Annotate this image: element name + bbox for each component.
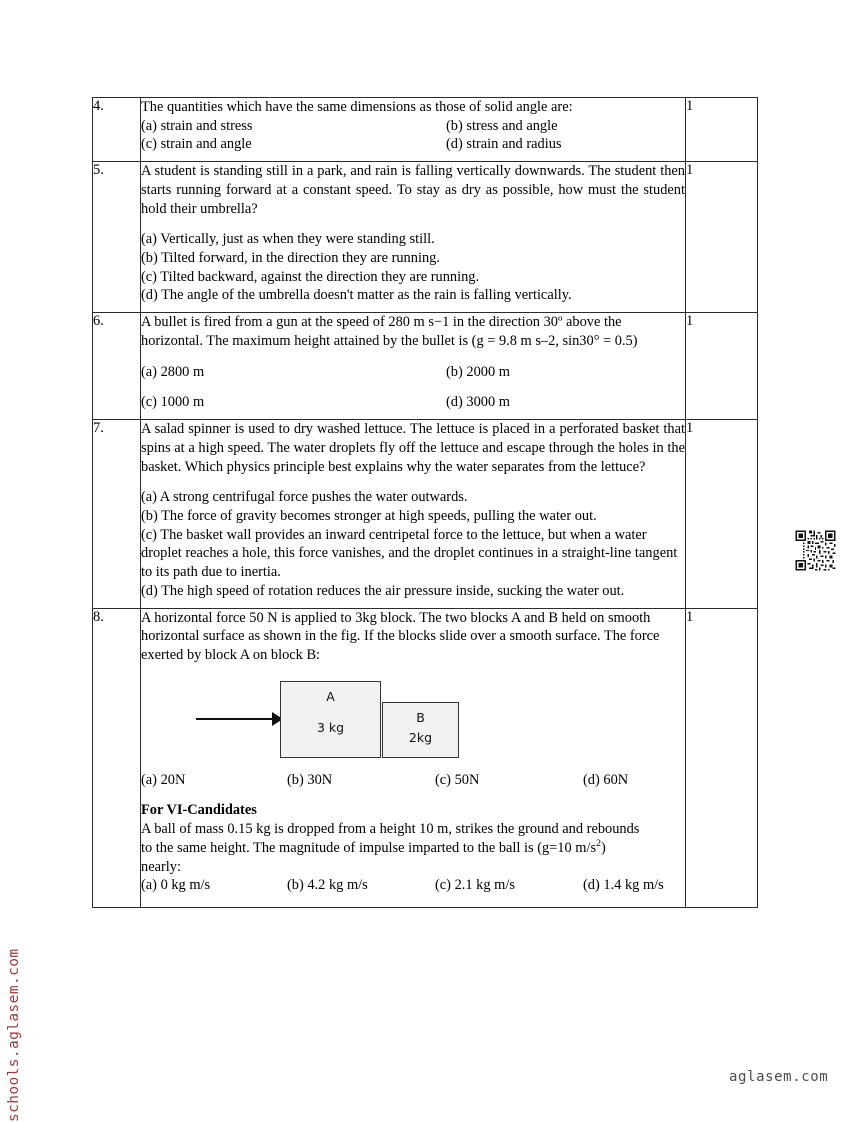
option-c[interactable]: (c) 50N <box>435 771 480 788</box>
vi-option-c[interactable]: (c) 2.1 kg m/s <box>435 877 515 894</box>
option-b[interactable]: (b) 2000 m <box>446 363 510 380</box>
question-marks: 1 <box>686 162 758 313</box>
block-b-label: B <box>416 709 425 725</box>
question-marks: 1 <box>686 313 758 420</box>
table-row <box>93 420 758 608</box>
option-a[interactable]: (a) 20N <box>141 771 186 788</box>
vi-stem-line-2-pre: to the same height. The magnitude of impulse imparted to the ball is (g=10 m/s <box>141 839 597 856</box>
option-d[interactable]: (d) strain and radius <box>446 136 562 153</box>
question-marks: 1 <box>686 420 758 608</box>
question-stem: A student is standing still in a park, and rain is falling vertically downwards. The student then starts running forward at a constant speed. To stay as dry as possible, how must the student hold their umbrella? <box>141 163 685 217</box>
question-number: 6. <box>93 313 141 420</box>
option-b[interactable]: (b) The force of gravity becomes stronger at high speeds, pulling the water out. <box>141 507 597 524</box>
option-d[interactable]: (d) 3000 m <box>446 394 510 411</box>
vi-stem-line-3: nearly: <box>141 858 181 875</box>
vi-option-b[interactable]: (b) 4.2 kg m/s <box>287 877 368 894</box>
applied-force-arrow-line <box>196 718 280 720</box>
question-stem-line-2: horizontal. The maximum height attained by the bullet is (g = 9.8 m s–2, sin30° = 0.5) <box>141 332 638 349</box>
vi-option-a[interactable]: (a) 0 kg m/s <box>141 877 211 894</box>
block-diagram-figure <box>141 679 685 771</box>
block-b-mass: 2kg <box>408 729 433 745</box>
bottom-watermark: aglasem.com <box>729 1069 829 1085</box>
question-body <box>141 98 686 162</box>
option-b[interactable]: (b) 30N <box>287 771 333 788</box>
vi-candidates-heading: For VI-Candidates <box>141 802 257 819</box>
option-row <box>141 771 685 790</box>
table-row <box>93 313 758 420</box>
vi-option-d[interactable]: (d) 1.4 kg m/s <box>583 877 664 894</box>
question-number: 5. <box>93 162 141 313</box>
option-d[interactable]: (d) The angle of the umbrella doesn't matter as the rain is falling vertically. <box>141 287 572 304</box>
option-c[interactable]: (c) strain and angle <box>141 136 252 153</box>
qr-code[interactable] <box>794 529 837 572</box>
option-b[interactable]: (b) stress and angle <box>446 117 558 134</box>
block-a-mass: 3 kg <box>316 719 345 735</box>
table-row <box>93 162 758 313</box>
vi-stem-line-2 <box>141 839 685 858</box>
block-b <box>382 702 459 758</box>
option-row <box>141 393 685 412</box>
option-d[interactable]: (d) The high speed of rotation reduces the air pressure inside, sucking the water out. <box>141 582 625 599</box>
question-body <box>141 313 686 420</box>
option-row <box>141 363 685 382</box>
question-stem: A horizontal force 50 N is applied to 3kg block. The two blocks A and B held on smooth horizontal surface as shown in the fig. If the blocks slide over a smooth surface. The force exerted by block A on block B: <box>141 609 660 663</box>
question-stem-line-1: A bullet is fired from a gun at the speed of 280 m s−1 in the direction 30º above the <box>141 314 622 331</box>
vi-stem-line-2-post: ) <box>600 839 606 856</box>
option-row <box>141 876 685 895</box>
vi-stem-line-2-superscript: 2 <box>596 838 601 850</box>
question-marks: 1 <box>686 98 758 162</box>
option-c[interactable]: (c) Tilted backward, against the direction they are running. <box>141 268 480 285</box>
option-a[interactable]: (a) Vertically, just as when they were standing still. <box>141 231 435 248</box>
question-table <box>92 97 758 908</box>
question-body <box>141 420 686 608</box>
question-stem: The quantities which have the same dimensions as those of solid angle are: <box>141 99 573 115</box>
left-watermark: schools.aglasem.com <box>6 948 22 1122</box>
block-a <box>280 681 381 758</box>
option-a[interactable]: (a) strain and stress <box>141 117 253 134</box>
question-body <box>141 162 686 313</box>
question-number: 8. <box>93 608 141 907</box>
table-row <box>93 608 758 907</box>
option-b[interactable]: (b) Tilted forward, in the direction they are running. <box>141 250 440 267</box>
question-stem: A salad spinner is used to dry washed lettuce. The lettuce is placed in a perforated basket that spins at a high speed. The water droplets fly off the lettuce and escape through the holes in the basket. Which physics principle best explains why the water separates from the lettuce? <box>141 421 685 475</box>
question-marks: 1 <box>686 608 758 907</box>
option-c[interactable]: (c) 1000 m <box>141 394 205 411</box>
option-c[interactable]: (c) The basket wall provides an inward centripetal force to the lettuce, but when a water droplet reaches a hole, this force vanishes, and the droplet continues in a straight-line tangent to its path due to inertia. <box>141 526 678 581</box>
vi-stem-line-1: A ball of mass 0.15 kg is dropped from a height 10 m, strikes the ground and rebounds <box>141 821 640 838</box>
block-a-label: A <box>326 688 335 704</box>
option-a[interactable]: (a) 2800 m <box>141 363 205 380</box>
question-number: 4. <box>93 98 141 162</box>
option-d[interactable]: (d) 60N <box>583 771 629 788</box>
option-a[interactable]: (a) A strong centrifugal force pushes the water outwards. <box>141 489 468 506</box>
table-row <box>93 98 758 162</box>
question-body <box>141 608 686 907</box>
question-number: 7. <box>93 420 141 608</box>
option-row <box>141 135 685 154</box>
option-row <box>141 117 685 136</box>
